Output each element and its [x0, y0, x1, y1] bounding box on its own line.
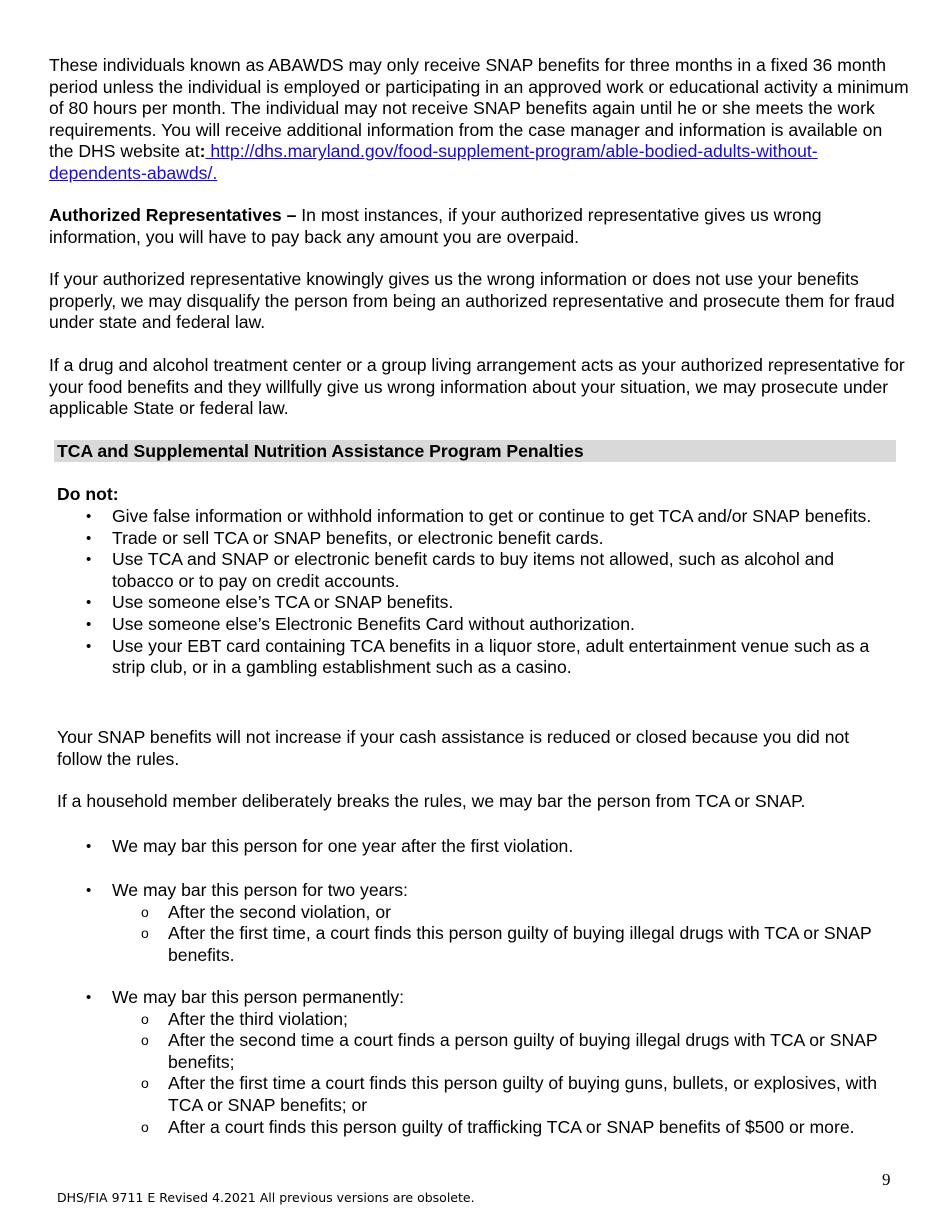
- list-item-text: Use someone else’s Electronic Benefits Card without authorization.: [112, 613, 635, 634]
- list-item: [57, 506, 887, 528]
- list-item-text: Trade or sell TCA or SNAP benefits, or electronic benefit cards.: [112, 527, 604, 548]
- page-number: 9: [882, 1170, 891, 1189]
- list-item: [57, 836, 887, 858]
- sub-list-item: [112, 1030, 887, 1073]
- circle-bullet-icon: o: [141, 1118, 149, 1135]
- sub-list-item-text: After the second time a court finds a person guilty of buying illegal drugs with TCA or SNAP benefits;: [168, 1030, 878, 1072]
- sub-list-item: [112, 923, 887, 966]
- bullet-icon: •: [86, 529, 92, 547]
- bullet-icon: •: [86, 882, 92, 899]
- abawds-link[interactable]: http://dhs.maryland.gov/food-supplement-program/able-bodied-adults-without-dependents-abawds/.: [49, 141, 818, 183]
- list-item-text: Use someone else’s TCA or SNAP benefits.: [112, 592, 454, 613]
- snap-note: Your SNAP benefits will not increase if your cash assistance is reduced or closed because you did not follow the rules.: [57, 727, 850, 769]
- bullet-icon: •: [86, 551, 92, 569]
- list-item: [57, 880, 887, 966]
- sub-list-item-text: After the second violation, or: [168, 901, 391, 922]
- circle-bullet-icon: o: [141, 1032, 149, 1049]
- bar-one-year: [57, 836, 887, 858]
- footer-note: DHS/FIA 9711 E Revised 4.2021 All previous versions are obsolete.: [57, 1190, 475, 1205]
- list-item: [57, 636, 887, 679]
- auth-rep-para2: If your authorized representative knowingly gives us the wrong information or does not use your benefits properly, we may disqualify the person from being an authorized representative and prosecute them for fraud under state and federal law.: [49, 269, 895, 333]
- abawds-text: These individuals known as ABAWDS may only receive SNAP benefits for three months in a fixed 36 month period unless the individual is employed or participating in an approved work or educational activity a minimum of 80 hours per month. The individual may not receive SNAP benefits again until he or she meets the work requirements. You will receive additional information from the case manager and information is available on the DHS website at: [49, 55, 909, 162]
- sub-list-item-text: After the first time, a court finds this person guilty of buying illegal drugs with TCA or SNAP benefits.: [168, 923, 872, 965]
- bar-note: If a household member deliberately breaks the rules, we may bar the person from TCA or SNAP.: [57, 791, 806, 811]
- auth-rep-heading: Authorized Representatives –: [49, 205, 297, 225]
- sub-list-item: [112, 902, 887, 924]
- list-item: [57, 614, 887, 636]
- section-title: TCA and Supplemental Nutrition Assistance Program Penalties: [57, 441, 584, 461]
- list-item: [57, 549, 887, 592]
- abawds-colon: :: [199, 141, 206, 162]
- sub-list-item: [112, 1073, 887, 1116]
- list-item-text: We may bar this person for two years:: [112, 880, 408, 900]
- bullet-icon: •: [86, 594, 92, 612]
- list-item-text: Use your EBT card containing TCA benefits in a liquor store, adult entertainment venue such as a strip club, or in a gambling establishment such as a casino.: [112, 635, 870, 678]
- bullet-icon: •: [86, 637, 92, 655]
- sub-list-item: [112, 1117, 887, 1139]
- list-item: [57, 987, 887, 1138]
- snap-note-paragraph: [57, 727, 887, 770]
- abawds-paragraph: [49, 55, 909, 185]
- circle-bullet-icon: o: [141, 1010, 149, 1027]
- auth-rep-paragraph: [49, 205, 909, 248]
- bullet-icon: •: [86, 615, 92, 633]
- bar-note-paragraph: [57, 791, 887, 813]
- auth-rep-paragraph-2: [49, 269, 909, 334]
- bullet-icon: •: [86, 838, 92, 855]
- do-not-heading: Do not:: [57, 484, 119, 504]
- bar-two-years: [57, 880, 887, 966]
- bullet-icon: •: [86, 989, 92, 1006]
- do-not-list: [57, 506, 887, 679]
- bar-permanent: [57, 987, 887, 1138]
- auth-rep-text: In most instances, if your authorized representative gives us wrong information, you will have to pay back any amount you are overpaid.: [49, 205, 822, 247]
- auth-rep-para3: If a drug and alcohol treatment center or a group living arrangement acts as your authorized representative for your food benefits and they willfully give us wrong information about your situation, we may prosecute under applicable State or federal law.: [49, 355, 905, 419]
- list-item-text: We may bar this person permanently:: [112, 987, 405, 1007]
- auth-rep-paragraph-3: [49, 355, 909, 420]
- sub-list-item: [112, 1009, 887, 1031]
- sub-list-item-text: After the third violation;: [168, 1008, 348, 1029]
- bullet-icon: •: [86, 508, 92, 525]
- sub-list-item-text: After a court finds this person guilty of trafficking TCA or SNAP benefits of $500 or more.: [168, 1116, 855, 1137]
- list-item: [57, 528, 887, 550]
- list-item-text: Use TCA and SNAP or electronic benefit cards to buy items not allowed, such as alcohol and tobacco or to pay on credit accounts.: [112, 549, 835, 591]
- circle-bullet-icon: o: [141, 903, 149, 920]
- list-item-text: Give false information or withhold information to get or continue to get TCA and/or SNAP benefits.: [112, 506, 872, 526]
- circle-bullet-icon: o: [141, 925, 149, 942]
- circle-bullet-icon: o: [141, 1075, 149, 1092]
- list-item: [57, 592, 887, 614]
- list-item-text: We may bar this person for one year after the first violation.: [112, 836, 574, 856]
- sub-list-item-text: After the first time a court finds this person guilty of buying guns, bullets, or explosives, with TCA or SNAP benefits; or: [168, 1073, 877, 1115]
